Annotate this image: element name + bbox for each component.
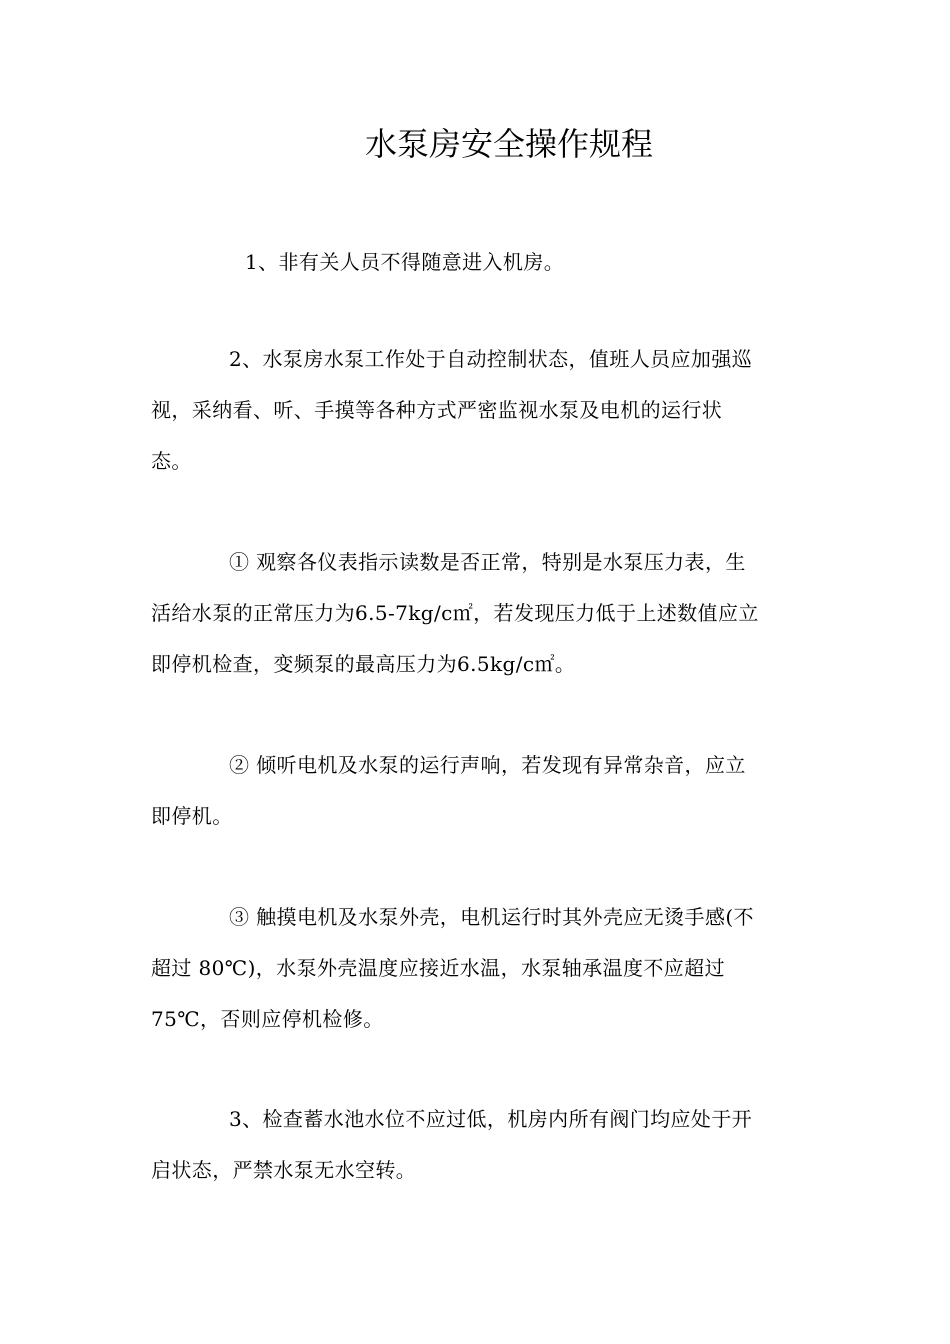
paragraph-line: 活给水泵的正常压力为6.5-7kg/c㎡，若发现压力低于上述数值应立 bbox=[151, 601, 759, 625]
paragraph-line: 75℃，否则应停机检修。 bbox=[151, 1007, 384, 1031]
paragraph-line: ② 倾听电机及水泵的运行声响，若发现有异常杂音，应立 bbox=[229, 753, 746, 777]
paragraph-3 bbox=[151, 537, 801, 690]
paragraph-line: 超过 80℃)，水泵外壳温度应接近水温，水泵轴承温度不应超过 bbox=[151, 956, 725, 980]
paragraph-line: 态。 bbox=[151, 449, 192, 473]
paragraph-line: 即停机。 bbox=[151, 804, 233, 828]
paragraph-2 bbox=[151, 334, 801, 487]
paragraph-line: ③ 触摸电机及水泵外壳，电机运行时其外壳应无烫手感(不 bbox=[229, 905, 754, 929]
paragraph-line: 2、水泵房水泵工作处于自动控制状态，值班人员应加强巡 bbox=[229, 347, 753, 371]
paragraph-line: 3、检查蓄水池水位不应过低，机房内所有阀门均应处于开 bbox=[229, 1107, 753, 1131]
paragraph-line: 1、非有关人员不得随意进入机房。 bbox=[245, 250, 565, 274]
paragraph-5 bbox=[151, 892, 801, 1045]
paragraph-line: 视，采纳看、听、手摸等各种方式严密监视水泵及电机的运行状 bbox=[151, 398, 723, 422]
paragraph-line: ① 观察各仪表指示读数是否正常，特别是水泵压力表，生 bbox=[229, 550, 746, 574]
document-title: 水泵房安全操作规程 bbox=[364, 125, 653, 163]
paragraph-4 bbox=[151, 740, 801, 842]
paragraph-6 bbox=[151, 1094, 801, 1196]
paragraph-1 bbox=[151, 237, 801, 288]
paragraph-line: 即停机检查，变频泵的最高压力为6.5kg/c㎡。 bbox=[151, 652, 576, 676]
paragraph-line: 启状态，严禁水泵无水空转。 bbox=[151, 1158, 417, 1182]
